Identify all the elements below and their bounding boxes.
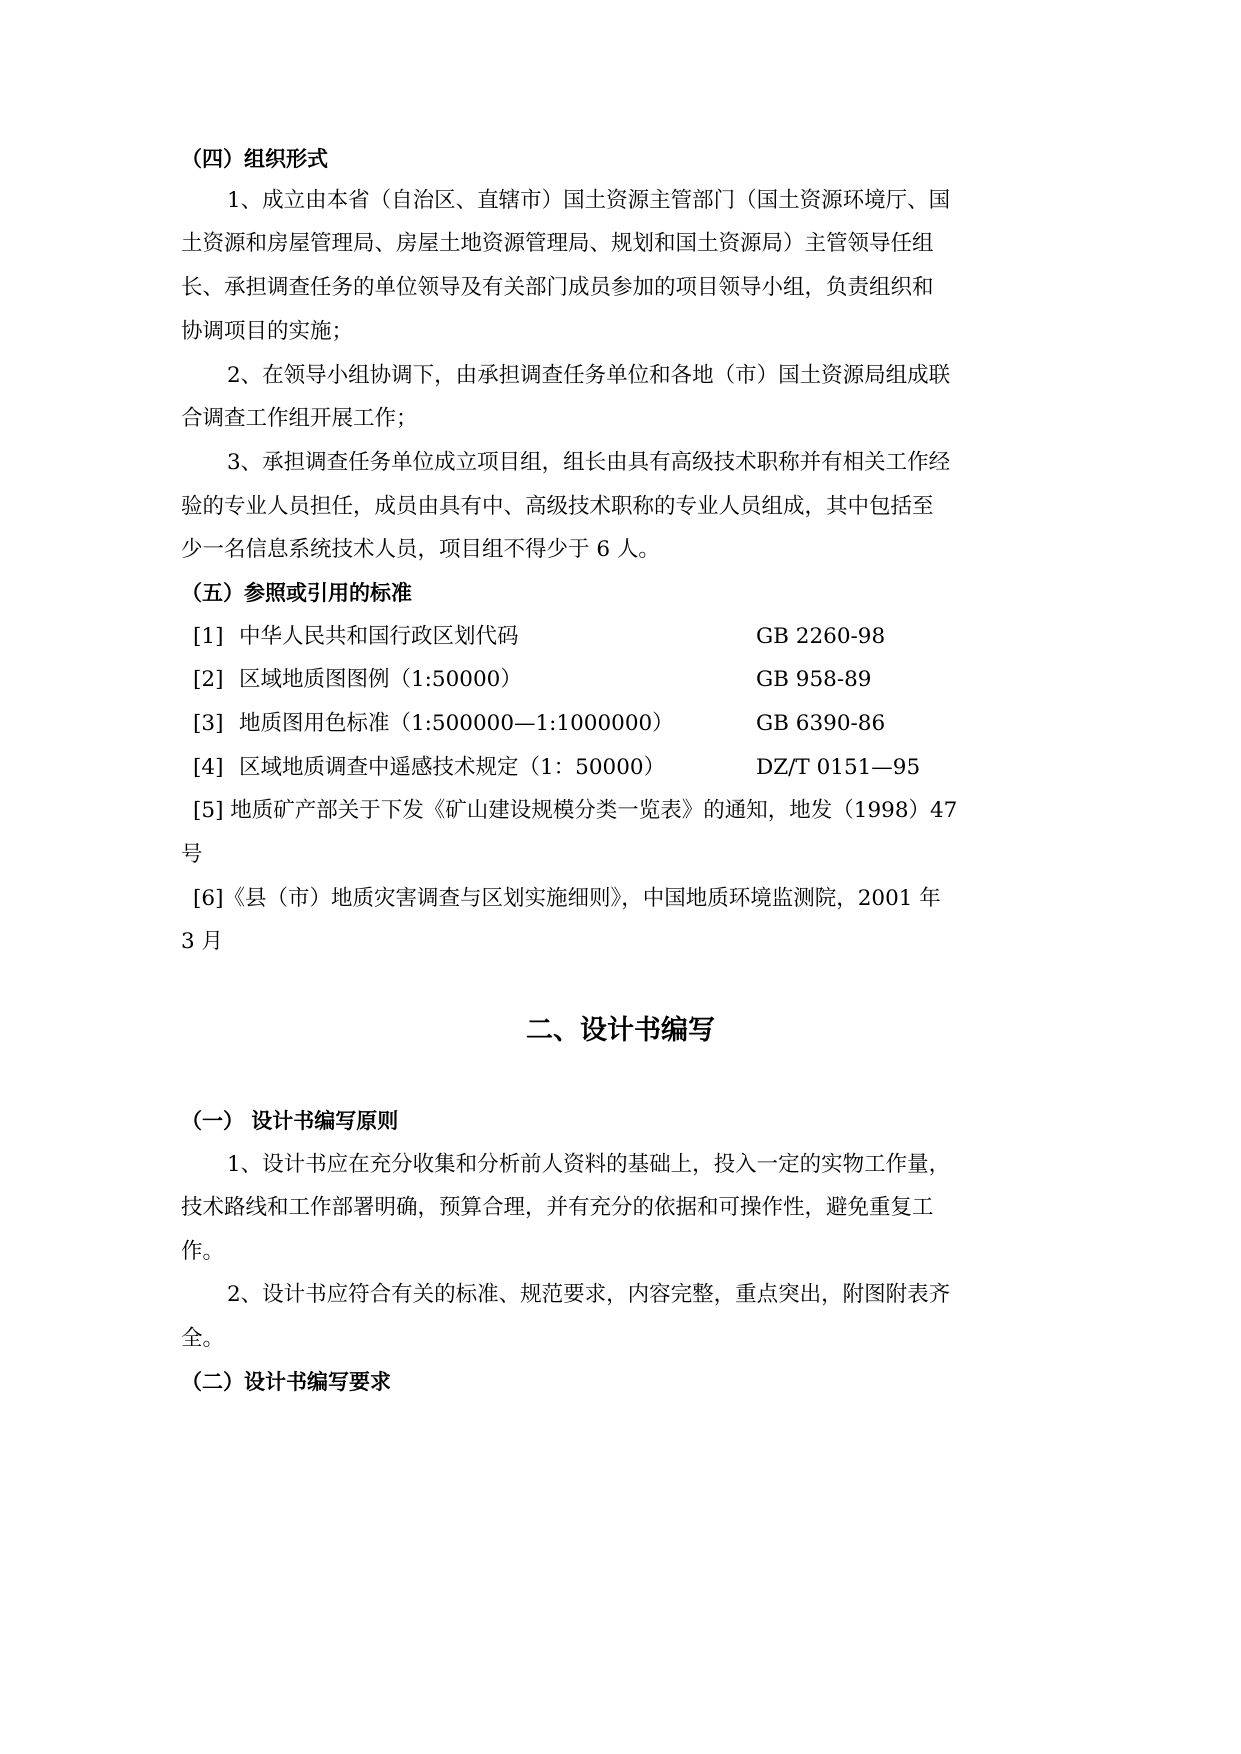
paragraph-line: 2、设计书应符合有关的标准、规范要求，内容完整，重点突出，附图附表齐 [227, 1282, 951, 1307]
section-heading-principles: （一） 设计书编写原则 [181, 1109, 399, 1133]
paragraph-line: 长、承担调查任务的单位领导及有关部门成员参加的项目领导小组，负责组织和 [181, 275, 934, 300]
section-heading-organization: （四）组织形式 [181, 147, 328, 171]
reference-index: [4] [193, 755, 224, 780]
paragraph-line: 协调项目的实施； [181, 319, 354, 344]
reference-item: [6]《县（市）地质灾害调查与区划实施细则》，中国地质环境监测院，2001 年 [193, 886, 941, 911]
paragraph-line: 3、承担调查任务单位成立项目组，组长由具有高级技术职称并有相关工作经 [227, 450, 951, 475]
reference-index: [1] [193, 624, 224, 649]
reference-code: DZ/T 0151—95 [756, 755, 921, 780]
reference-title: 地质图用色标准（1:500000—1:1000000） [239, 711, 674, 736]
reference-item: [5] 地质矿产部关于下发《矿山建设规模分类一览表》的通知，地发（1998）47 [193, 798, 958, 823]
paragraph-line: 1、设计书应在充分收集和分析前人资料的基础上，投入一定的实物工作量， [227, 1152, 951, 1177]
reference-code: GB 6390-86 [756, 711, 886, 736]
reference-title: 中华人民共和国行政区划代码 [239, 624, 519, 649]
reference-code: GB 958-89 [756, 667, 872, 692]
paragraph-line: 土资源和房屋管理局、房屋土地资源管理局、规划和国土资源局）主管领导任组 [181, 231, 934, 256]
paragraph-line: 2、在领导小组协调下，由承担调查任务单位和各地（市）国土资源局组成联 [227, 363, 951, 388]
section-heading-requirements: （二）设计书编写要求 [181, 1370, 391, 1394]
reference-title: 区域地质调查中遥感技术规定（1：50000） [239, 755, 666, 780]
paragraph-line: 全。 [181, 1326, 225, 1351]
paragraph-line: 少一名信息系统技术人员，项目组不得少于 6 人。 [181, 537, 660, 562]
reference-item [193, 665, 522, 695]
paragraph-line: 技术路线和工作部署明确，预算合理，并有充分的依据和可操作性，避免重复工 [181, 1195, 934, 1220]
reference-index: [2] [193, 667, 224, 692]
section-heading-standards: （五）参照或引用的标准 [181, 581, 412, 605]
paragraph-line: 验的专业人员担任，成员由具有中、高级技术职称的专业人员组成，其中包括至 [181, 494, 934, 519]
paragraph-line: 作。 [181, 1239, 225, 1264]
chapter-title: 二、设计书编写 [526, 1015, 715, 1046]
reference-index: [3] [193, 711, 224, 736]
reference-item [193, 753, 665, 783]
reference-item [193, 622, 519, 652]
paragraph-line: 合调查工作组开展工作； [181, 406, 418, 431]
reference-continuation: 3 月 [181, 929, 224, 954]
paragraph-line: 1、成立由本省（自治区、直辖市）国土资源主管部门（国土资源环境厅、国 [227, 188, 951, 213]
reference-item [193, 709, 674, 739]
reference-title: 区域地质图图例（1:50000） [239, 667, 522, 692]
reference-code: GB 2260-98 [756, 624, 886, 649]
reference-continuation: 号 [181, 842, 203, 867]
